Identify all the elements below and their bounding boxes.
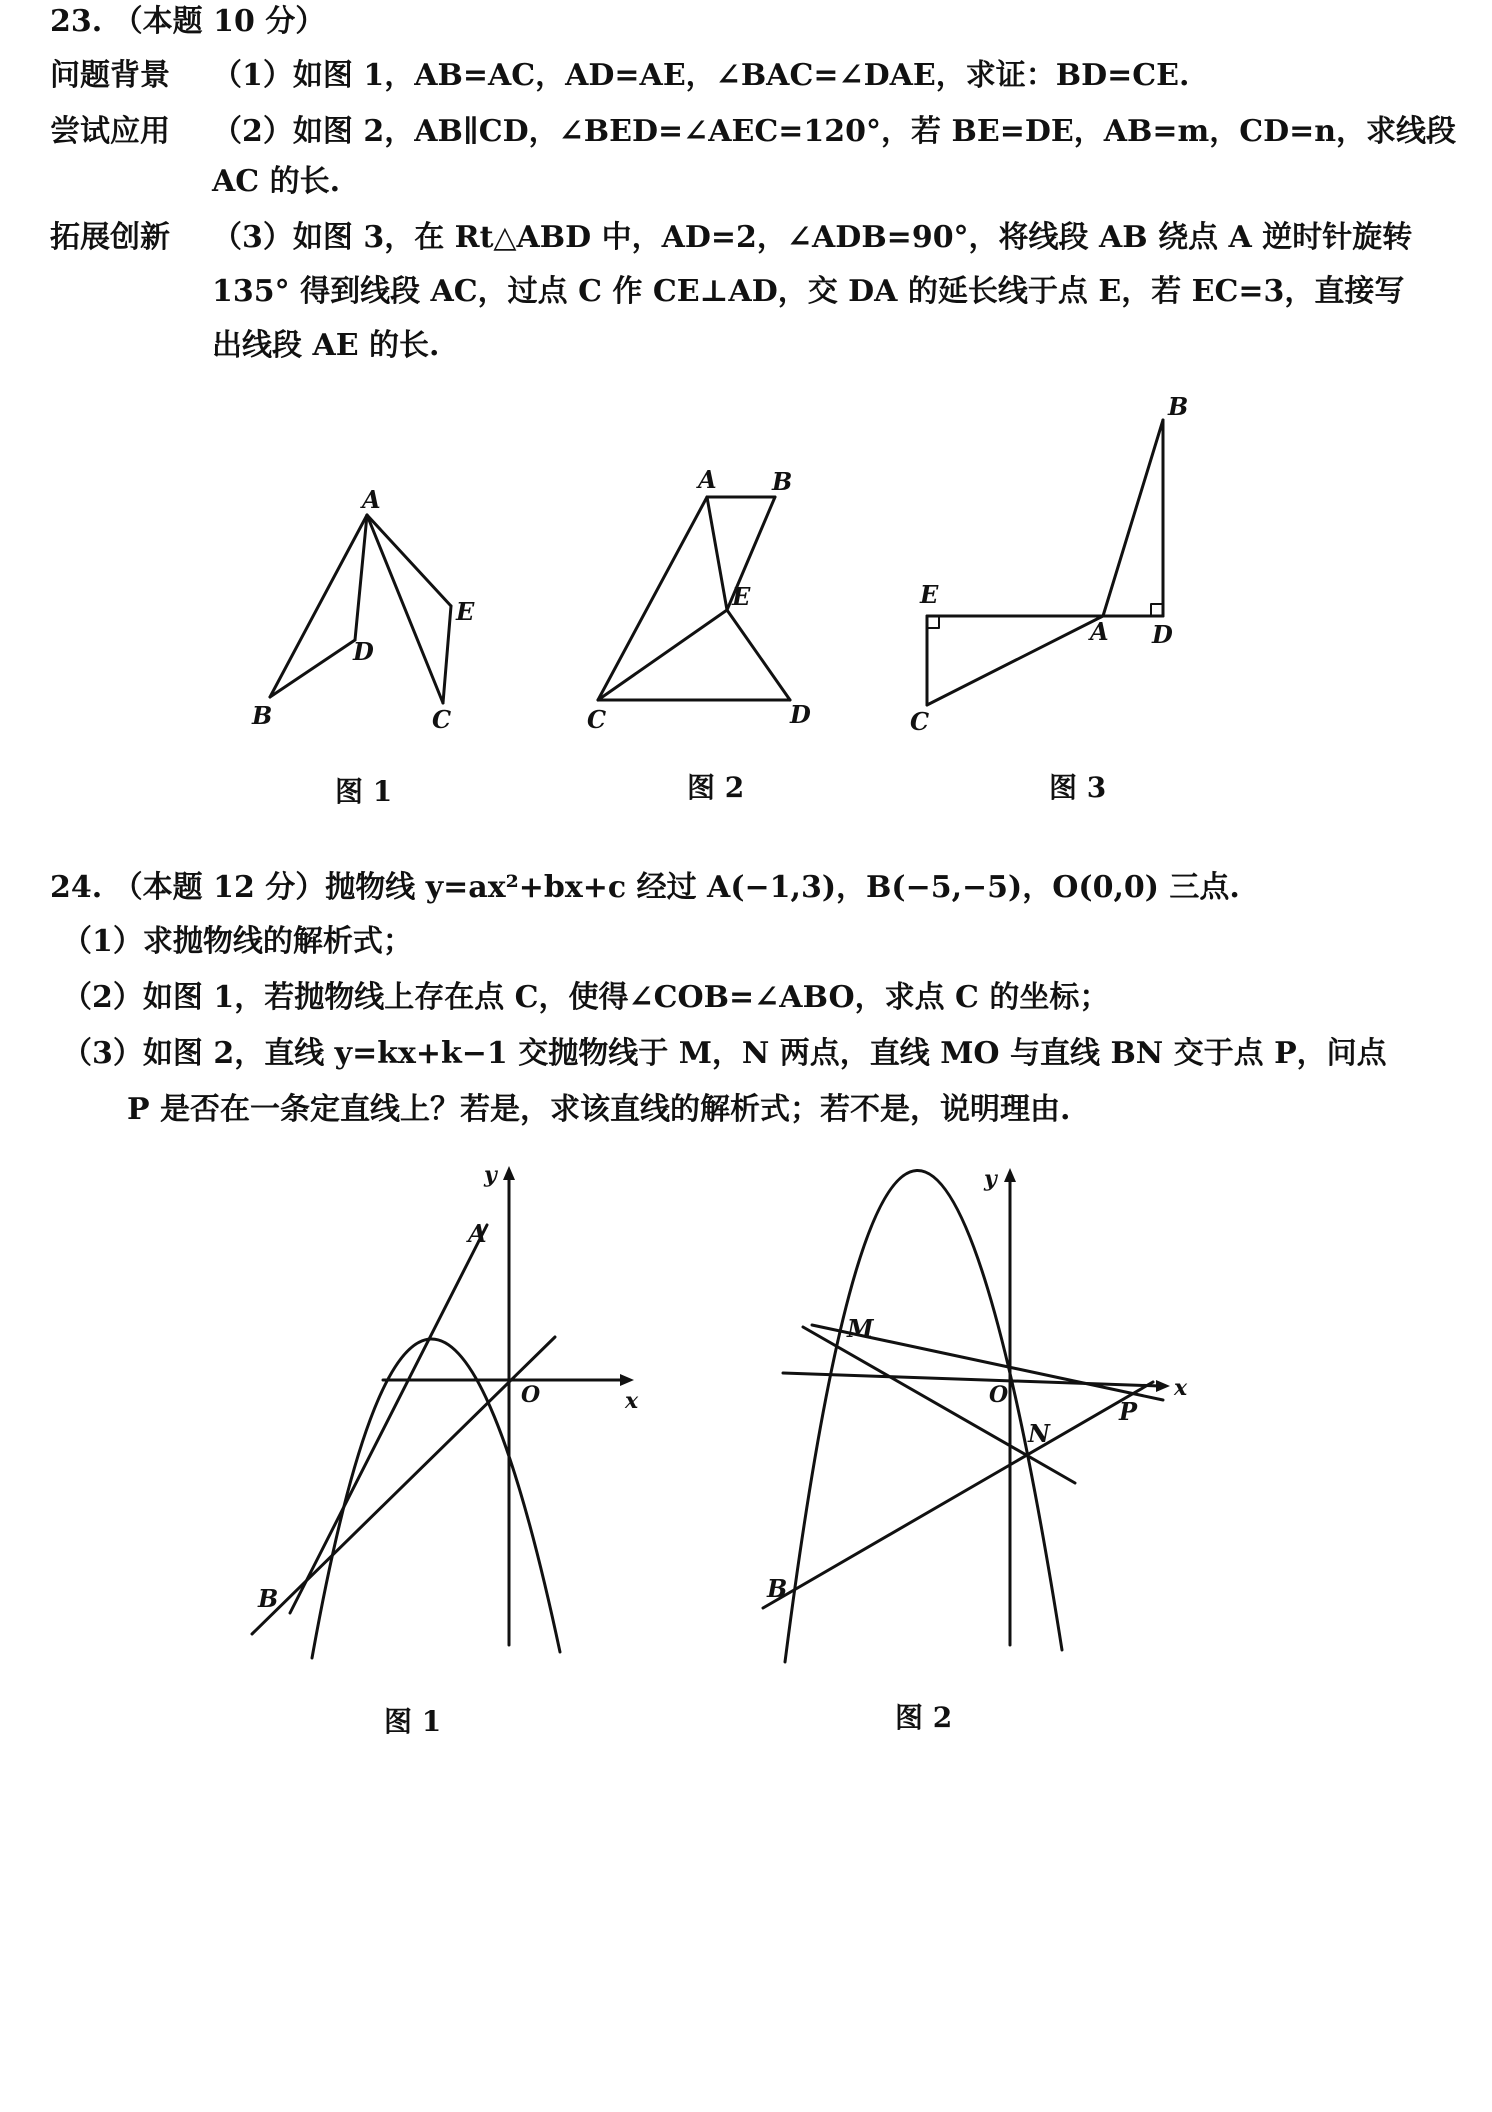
q24-fig1-label-x: x — [625, 1388, 639, 1414]
q23-fig1-label-c: C — [432, 705, 452, 734]
q23-part2-line2: AC 的长. — [212, 164, 341, 199]
q23-fig1-label-b: B — [252, 701, 273, 730]
q24-fig1-label-a: A — [468, 1219, 487, 1248]
q23-fig2-label-a: A — [698, 465, 717, 494]
q23-label-extend: 拓展创新 — [50, 220, 170, 255]
q23-fig3-label-b: B — [1168, 392, 1189, 421]
q23-part2-line1: （2）如图 2，AB∥CD，∠BED=∠AEC=120°，若 BE=DE，AB=m，CD=n，求线段 — [212, 114, 1457, 149]
q23-header: 23. （本题 10 分） — [50, 4, 326, 39]
q24-fig1-caption: 图 1 — [384, 1705, 442, 1738]
q24-fig2-caption: 图 2 — [895, 1701, 953, 1734]
q24-part1: （1）求抛物线的解析式； — [62, 924, 413, 959]
q23-fig2-caption: 图 2 — [687, 771, 745, 804]
q24-fig2-line-mn — [803, 1327, 1075, 1483]
q23-fig1-label-e: E — [456, 597, 475, 626]
q23-part1: （1）如图 1，AB=AC，AD=AE，∠BAC=∠DAE，求证：BD=CE. — [212, 58, 1190, 93]
q23-fig2-label-e: E — [732, 582, 751, 611]
q23-fig2-label-c: C — [587, 705, 607, 734]
q24-header: 24. （本题 12 分）抛物线 y=ax²+bx+c 经过 A(−1,3)，B(−5,−5)，O(0,0) 三点. — [50, 870, 1240, 905]
q23-label-apply: 尝试应用 — [50, 114, 170, 149]
q24-fig1-label-b: B — [258, 1584, 279, 1613]
q23-fig1-label-a: A — [362, 485, 381, 514]
q24-fig2-label-y: y — [984, 1166, 997, 1192]
q23-part3-line2: 135° 得到线段 AC，过点 C 作 CE⊥AD，交 DA 的延长线于点 E，若 EC=3，直接写 — [212, 274, 1405, 309]
q24-fig2-label-o: O — [989, 1382, 1009, 1408]
q23-part3-line1: （3）如图 3，在 Rt△ABD 中，AD=2，∠ADB=90°，将线段 AB 绕点 A 逆时针旋转 — [212, 220, 1413, 255]
q24-fig1-label-o: O — [521, 1382, 541, 1408]
q23-fig3-caption: 图 3 — [1049, 771, 1107, 804]
q23-fig1-label-d: D — [353, 637, 374, 666]
q24-part3-line1: （3）如图 2，直线 y=kx+k−1 交抛物线于 M，N 两点，直线 MO 与直线 BN 交于点 P，问点 — [62, 1036, 1387, 1071]
q24-fig2-parabola — [785, 1170, 1062, 1662]
q24-fig1-label-y: y — [484, 1162, 497, 1188]
q23-fig3-label-d: D — [1152, 620, 1173, 649]
q24-part3-line2: P 是否在一条定直线上？若是，求该直线的解析式；若不是，说明理由. — [127, 1092, 1071, 1127]
q23-fig3-label-c: C — [910, 707, 930, 736]
q24-fig2-label-p: P — [1119, 1397, 1138, 1426]
q24-fig2-label-m: M — [847, 1314, 874, 1343]
q23-fig3-label-e: E — [920, 580, 939, 609]
q23-fig2-label-b: B — [772, 467, 793, 496]
q23-fig3-label-a: A — [1090, 617, 1109, 646]
q23-fig1-caption: 图 1 — [335, 775, 393, 808]
q24-fig2-label-b: B — [767, 1574, 788, 1603]
q24-part2: （2）如图 1，若抛物线上存在点 C，使得∠COB=∠ABO，求点 C 的坐标； — [62, 980, 1110, 1015]
q23-part3-line3: 出线段 AE 的长. — [212, 328, 440, 363]
q23-fig2-label-d: D — [790, 700, 811, 729]
q24-fig2-label-x: x — [1174, 1375, 1188, 1401]
q24-fig2-label-n: N — [1028, 1419, 1050, 1448]
q23-label-background: 问题背景 — [50, 58, 170, 93]
